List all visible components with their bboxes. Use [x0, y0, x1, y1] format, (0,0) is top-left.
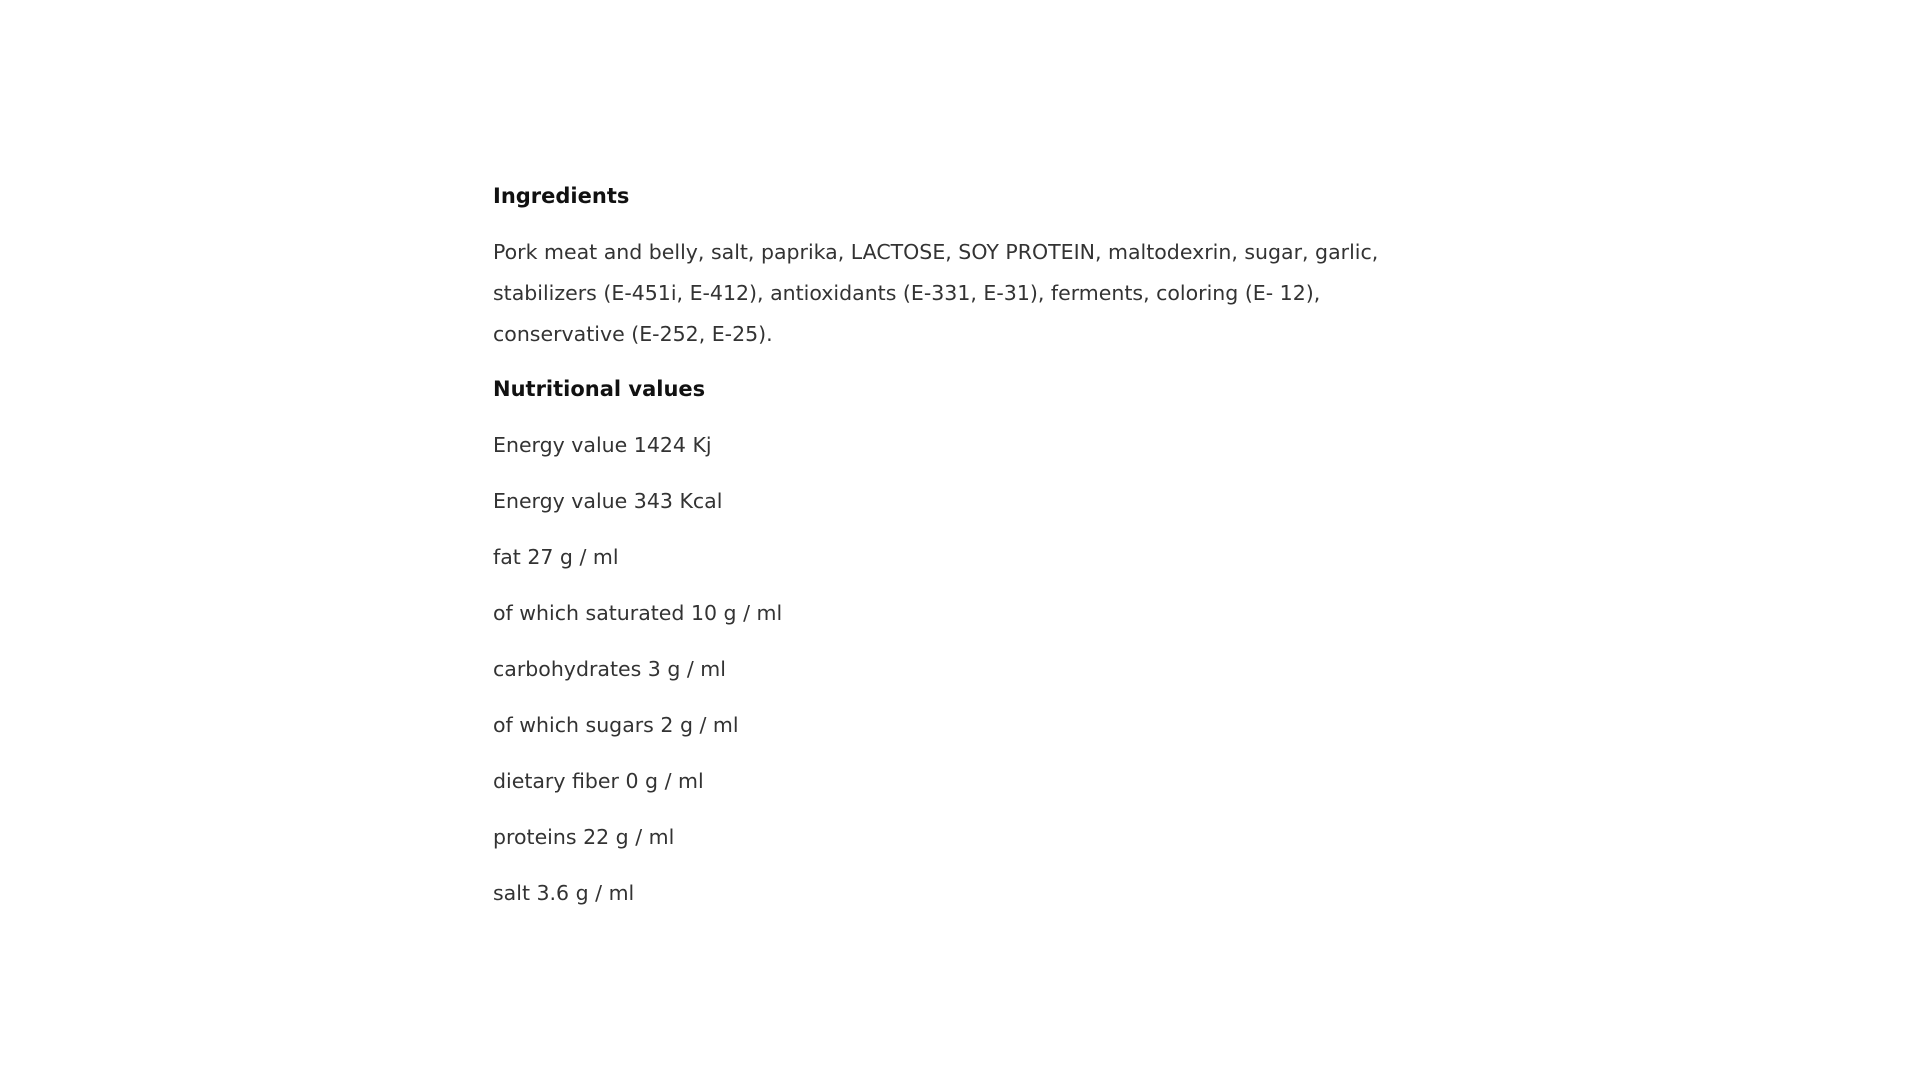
nutrition-item-saturated: of which saturated 10 g / ml — [493, 601, 783, 625]
nutrition-item-proteins: proteins 22 g / ml — [493, 825, 675, 849]
nutrition-item-fat: fat 27 g / ml — [493, 545, 619, 569]
nutritional-values-heading: Nutritional values — [493, 377, 706, 401]
nutrition-item-fiber: dietary fiber 0 g / ml — [493, 769, 704, 793]
nutrition-item-energy-kj: Energy value 1424 Kj — [493, 433, 712, 457]
nutritional-values-list — [493, 425, 1493, 913]
product-info — [493, 176, 1493, 929]
nutrition-item-energy-kcal: Energy value 343 Kcal — [493, 489, 723, 513]
nutrition-item-sugars: of which sugars 2 g / ml — [493, 713, 739, 737]
ingredients-heading: Ingredients — [493, 184, 630, 208]
nutrition-item-salt: salt 3.6 g / ml — [493, 881, 635, 905]
ingredients-text: Pork meat and belly, salt, paprika, LACTOSE, SOY PROTEIN, maltodexrin, sugar, garlic, stabilizers (E-451i, E-412), antioxidants (E-331, E-31), ferments, coloring (E- 12), conservative (E-252, E-25). — [493, 240, 1379, 346]
nutrition-item-carbohydrates: carbohydrates 3 g / ml — [493, 657, 726, 681]
